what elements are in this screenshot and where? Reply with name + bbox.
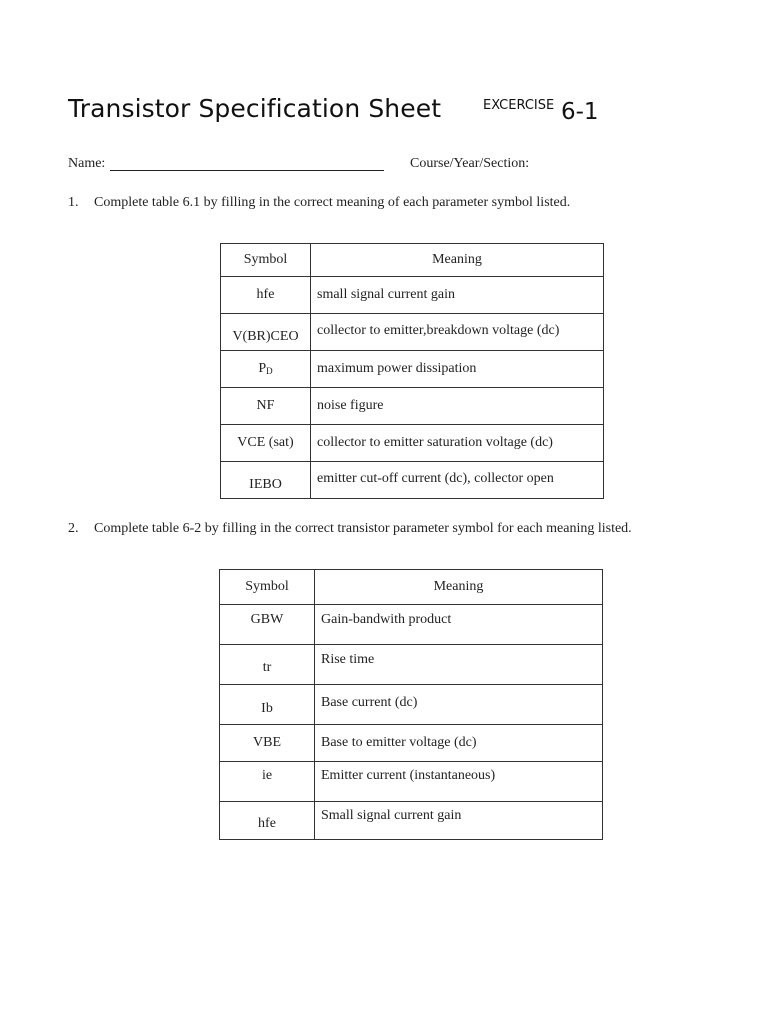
question-1-text: Complete table 6.1 by filling in the correct meaning of each parameter symbol listed. — [94, 195, 571, 210]
symbol-main: P — [258, 361, 267, 376]
meaning-cell: emitter cut-off current (dc), collector open — [311, 462, 604, 499]
page-title: Transistor Specification Sheet — [68, 94, 442, 123]
table-2 — [219, 569, 603, 840]
table-row — [220, 802, 603, 840]
table-row — [221, 425, 604, 462]
meaning-cell: maximum power dissipation — [311, 351, 604, 388]
question-2-text: Complete table 6-2 by filling in the correct transistor parameter symbol for each meaning listed. — [94, 521, 632, 536]
meaning-cell: Base current (dc) — [315, 685, 603, 725]
table-2-header-symbol: Symbol — [220, 570, 315, 605]
table-row — [221, 462, 604, 499]
question-1-number: 1. — [68, 195, 79, 210]
symbol-cell: tr — [220, 645, 315, 685]
symbol-cell: VBE — [220, 725, 315, 762]
meaning-cell: Small signal current gain — [315, 802, 603, 840]
table-row — [221, 314, 604, 351]
symbol-cell: VCE (sat) — [221, 425, 311, 462]
table-row — [220, 762, 603, 802]
symbol-cell: hfe — [220, 802, 315, 840]
table-row — [221, 277, 604, 314]
symbol-cell: V(BR)CEO — [221, 314, 311, 351]
table-row — [221, 351, 604, 388]
symbol-cell: NF — [221, 388, 311, 425]
table-1-header-meaning: Meaning — [311, 244, 604, 277]
name-field[interactable] — [110, 170, 384, 171]
meaning-cell: Emitter current (instantaneous) — [315, 762, 603, 802]
symbol-cell — [221, 351, 311, 388]
table-1-header-symbol: Symbol — [221, 244, 311, 277]
meaning-cell: collector to emitter,breakdown voltage (dc) — [311, 314, 604, 351]
table-2-header-row — [220, 570, 603, 605]
table-2-header-meaning: Meaning — [315, 570, 603, 605]
symbol-cell: GBW — [220, 605, 315, 645]
meaning-cell: Base to emitter voltage (dc) — [315, 725, 603, 762]
table-1 — [220, 243, 604, 499]
symbol-cell: Ib — [220, 685, 315, 725]
name-label: Name: — [68, 156, 106, 171]
table-row — [220, 645, 603, 685]
symbol-cell: ie — [220, 762, 315, 802]
table-row — [220, 685, 603, 725]
meaning-cell: Gain-bandwith product — [315, 605, 603, 645]
course-label: Course/Year/Section: — [410, 156, 530, 171]
symbol-subscript: D — [266, 366, 273, 376]
exercise-number: 6-1 — [561, 99, 599, 125]
table-1-header-row — [221, 244, 604, 277]
meaning-cell: Rise time — [315, 645, 603, 685]
table-row — [221, 388, 604, 425]
table-row — [220, 725, 603, 762]
question-2-number: 2. — [68, 521, 79, 536]
symbol-cell: hfe — [221, 277, 311, 314]
symbol-cell: IEBO — [221, 462, 311, 499]
meaning-cell: collector to emitter saturation voltage (dc) — [311, 425, 604, 462]
meaning-cell: noise figure — [311, 388, 604, 425]
table-row — [220, 605, 603, 645]
exercise-label: EXCERCISE — [483, 98, 555, 113]
meaning-cell: small signal current gain — [311, 277, 604, 314]
